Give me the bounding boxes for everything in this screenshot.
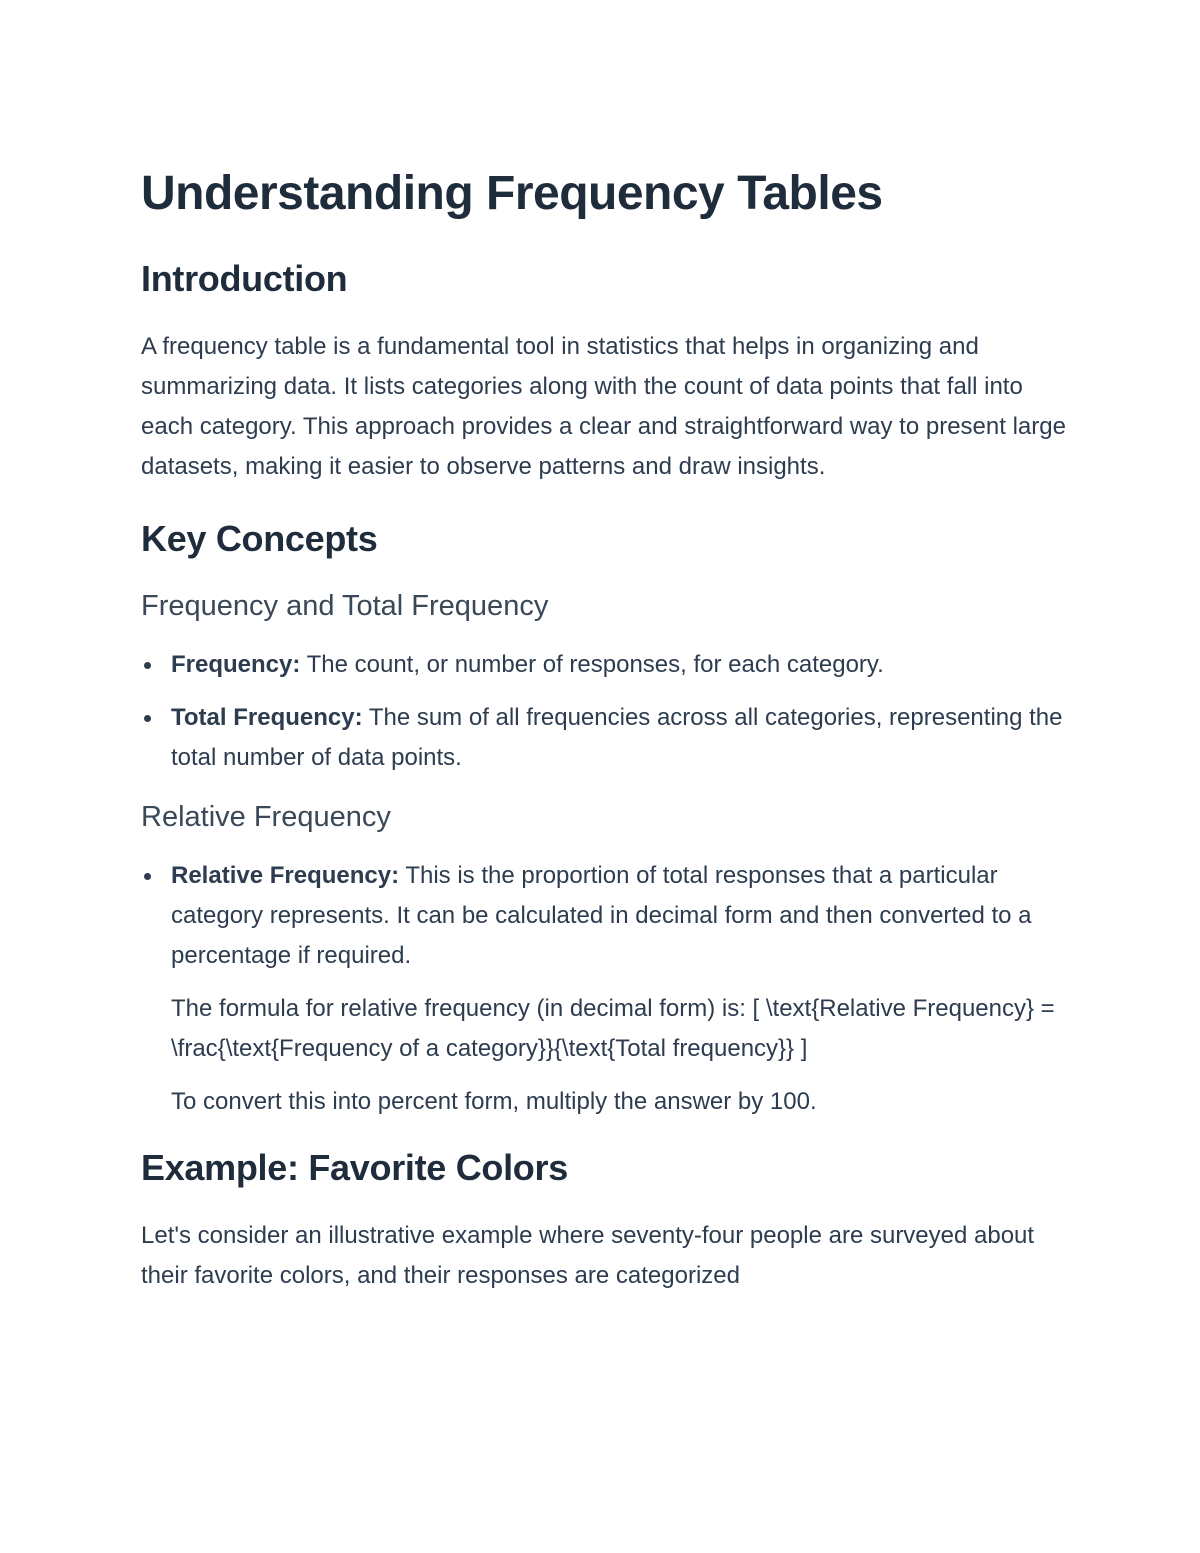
term-frequency: Frequency: <box>171 651 301 678</box>
definition-total-frequency: The sum of all frequencies across all categories, representing the total number of data points. <box>171 704 1063 771</box>
bullet-icon <box>144 873 151 880</box>
page-title: Understanding Frequency Tables <box>141 167 883 220</box>
example-heading: Example: Favorite Colors <box>141 1147 568 1188</box>
term-relative-frequency: Relative Frequency: <box>171 862 400 889</box>
document-page <box>141 165 1071 1296</box>
relative-frequency-list <box>141 856 1071 976</box>
frequency-subheading: Frequency and Total Frequency <box>141 590 549 622</box>
bullet-icon <box>144 715 151 722</box>
list-item <box>141 698 1071 778</box>
example-paragraph: Let's consider an illustrative example where seventy-four people are surveyed about their favorite colors, and their responses are categorized <box>141 1222 1035 1289</box>
bullet-icon <box>144 662 151 669</box>
key-concepts-heading: Key Concepts <box>141 518 378 559</box>
list-item <box>141 645 1071 685</box>
term-total-frequency: Total Frequency: <box>171 704 363 731</box>
introduction-heading: Introduction <box>141 258 348 299</box>
percent-conversion-text: To convert this into percent form, multiply the answer by 100. <box>171 1088 817 1115</box>
formula-text: The formula for relative frequency (in decimal form) is: [ \text{Relative Frequency} = \frac{\text{Frequency of a category}}{\text{Total frequency}} ] <box>171 995 1055 1062</box>
introduction-paragraph: A frequency table is a fundamental tool in statistics that helps in organizing and summarizing data. It lists categories along with the count of data points that fall into each category. This approach provides a clear and straightforward way to present large datasets, making it easier to observe patterns and draw insights. <box>141 333 1066 480</box>
definition-relative-frequency: This is the proportion of total responses that a particular category represents. It can be calculated in decimal form and then converted to a percentage if required. <box>171 862 1032 969</box>
list-item <box>141 856 1071 976</box>
frequency-list <box>141 645 1071 778</box>
relative-frequency-subheading: Relative Frequency <box>141 801 391 833</box>
definition-frequency: The count, or number of responses, for each category. <box>300 651 884 678</box>
